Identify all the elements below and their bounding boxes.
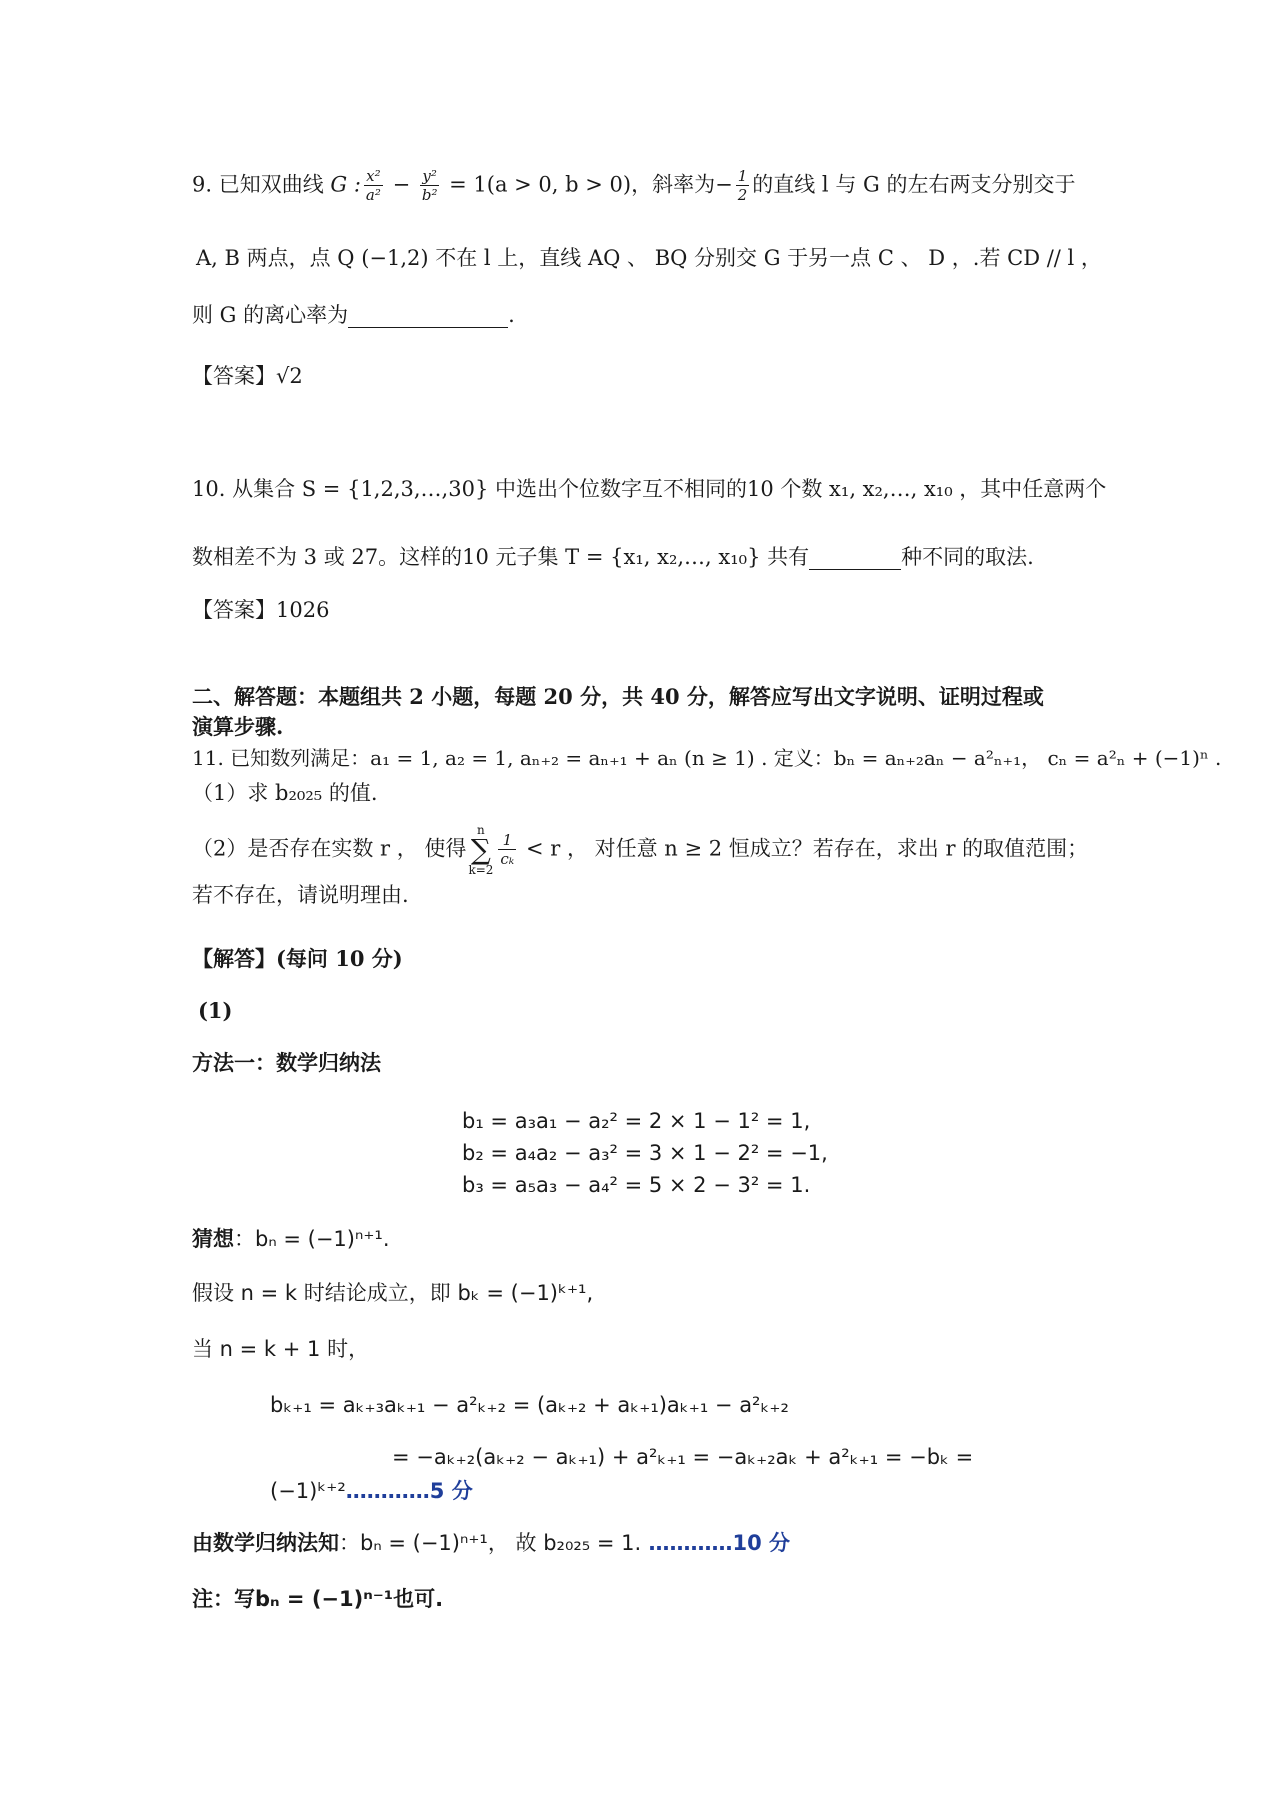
- section2-heading-cont: 演算步骤.: [192, 714, 284, 739]
- q9-eq-prefix: G :: [330, 172, 361, 197]
- q10-line2: 数相差不为 3 或 27。这样的10 元子集 T = {x₁, x₂,…, x₁₀} 共有 种不同的取法.: [192, 545, 1034, 569]
- q10-answer-blank: [809, 551, 901, 570]
- conclude-line: 由数学归纳法知：bₙ = (−1)ⁿ⁺¹， 故 b₂₀₂₅ = 1. …………10 分: [192, 1531, 791, 1555]
- b1-line: b₁ = a₃a₁ − a₂² = 2 × 1 − 1² = 1,: [462, 1109, 811, 1133]
- guess-line: 猜想：bₙ = (−1)ⁿ⁺¹.: [192, 1227, 390, 1251]
- guess-label: 猜想: [192, 1227, 234, 1251]
- q9-text-a: 9. 已知双曲线: [192, 172, 331, 197]
- q9-line1: 9. 已知双曲线 G : $\frac{\text{x²}}{\text{a²}}$ − $\frac{\text{y²}}{\text{b²}}$ = 1(a > 0, b > 0)，斜率为− $\frac{1}{2}$ 的直线 l 与 G 的左右两支分别交于: [192, 167, 1076, 204]
- answer-label: 【答案】: [192, 364, 276, 388]
- score-mark: …………10 分: [641, 1531, 791, 1555]
- b3-line: b₃ = a₅a₃ − a₄² = 5 × 2 − 3² = 1.: [462, 1173, 811, 1197]
- solution-part1: (1): [198, 998, 233, 1023]
- q11-sum-frac: $\frac{1}{\text{cₖ}}$: [500, 831, 515, 868]
- method-label: 方法一：数学归纳法: [192, 1050, 381, 1075]
- q10-answer: [192, 597, 329, 623]
- solution-label: 【解答】(每问 10 分): [192, 946, 403, 971]
- step2-line: = −aₖ₊₂(aₖ₊₂ − aₖ₊₁) + a²ₖ₊₁ = −aₖ₊₂aₖ + a²ₖ₊₁ = −bₖ =: [392, 1445, 974, 1469]
- q11-part2: （2）是否存在实数 r ， 使得n ∑ k=2 $\frac{1}{\text{cₖ}}$ < r ， 对任意 n ≥ 2 恒成立？若存在，求出 r 的取值范围；: [192, 823, 1089, 877]
- answer-label: 【答案】: [192, 598, 276, 622]
- conclude-label: 由数学归纳法知: [192, 1531, 339, 1555]
- q9-frac-y: $\frac{\text{y²}}{\text{b²}}$: [421, 167, 438, 204]
- q9-frac-x: $\frac{\text{x²}}{\text{a²}}$: [365, 167, 381, 204]
- q10-line1: 10. 从集合 S = {1,2,3,…,30} 中选出个位数字互不相同的10 个数 x₁, x₂,…, x₁₀ ，其中任意两个: [192, 477, 1107, 501]
- q9-answer-blank: [348, 309, 508, 328]
- q11-part2-cont: 若不存在，请说明理由.: [192, 883, 409, 907]
- q9-line3: 则 G 的离心率为 .: [192, 303, 515, 327]
- b2-line: b₂ = a₄a₂ − a₃² = 3 × 1 − 2² = −1,: [462, 1141, 828, 1165]
- q9-slope: $\frac{1}{2}$: [737, 167, 748, 204]
- step1-line: bₖ₊₁ = aₖ₊₃aₖ₊₁ − a²ₖ₊₂ = (aₖ₊₂ + aₖ₊₁)aₖ₊₁ − a²ₖ₊₂: [270, 1393, 789, 1417]
- q9-eq-suffix: = 1(a > 0, b > 0): [442, 172, 632, 197]
- q9-line2: A, B 两点，点 Q (−1,2) 不在 l 上，直线 AQ 、 BQ 分别交 G 于另一点 C 、 D ，.若 CD // l ，: [196, 246, 1102, 270]
- note-line: 注：写bₙ = (−1)ⁿ⁻¹也可.: [192, 1587, 444, 1611]
- step3-line: (−1)ᵏ⁺²…………5 分: [270, 1479, 473, 1503]
- when-line: 当 n = k + 1 时，: [192, 1337, 370, 1361]
- q9-answer: [192, 363, 303, 389]
- q11-part1: （1）求 b₂₀₂₅ 的值.: [192, 781, 378, 805]
- assume-line: 假设 n = k 时结论成立，即 bₖ = (−1)ᵏ⁺¹,: [192, 1281, 594, 1305]
- q10-answer-value: 1026: [276, 598, 330, 622]
- sum-symbol: n ∑ k=2: [468, 823, 494, 877]
- score-mark: …………5 分: [345, 1479, 473, 1503]
- section2-heading: 二、解答题：本题组共 2 小题，每题 20 分，共 40 分，解答应写出文字说明、证明过程或: [192, 684, 1044, 709]
- q11-line1: 11. 已知数列满足：a₁ = 1, a₂ = 1, aₙ₊₂ = aₙ₊₁ + aₙ (n ≥ 1) . 定义：bₙ = aₙ₊₂aₙ − a²ₙ₊₁， cₙ = a²ₙ + (−1)ⁿ .: [192, 746, 1222, 770]
- q9-answer-value: √2: [276, 364, 303, 388]
